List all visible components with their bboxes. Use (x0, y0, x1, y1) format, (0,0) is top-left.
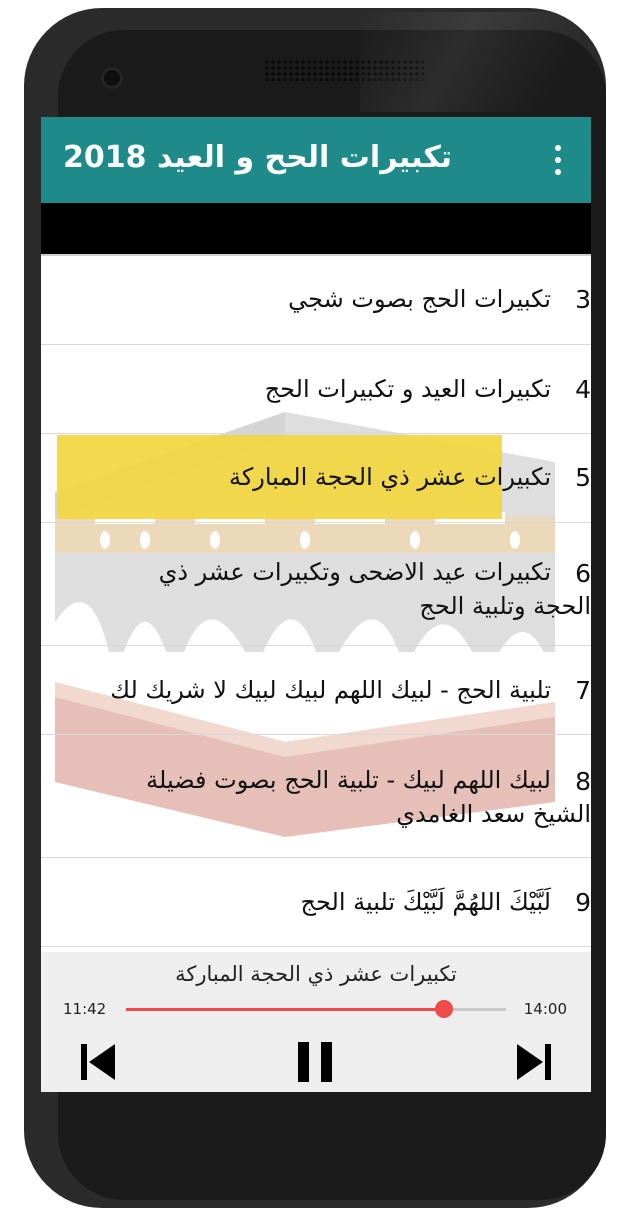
item-number: 7 (575, 676, 591, 705)
item-number: 9 (575, 888, 591, 917)
seek-bar-thumb[interactable] (435, 1000, 453, 1018)
item-title: تكبيرات عيد الاضحى وتكبيرات عشر ذي (158, 558, 551, 586)
item-number: 8 (575, 767, 591, 796)
item-number: 6 (575, 559, 591, 588)
elapsed-time: 11:42 (63, 1000, 107, 1018)
item-title: تكبيرات عشر ذي الحجة المباركة (228, 463, 551, 491)
list-item[interactable] (41, 858, 591, 947)
app-screen (41, 117, 591, 1092)
app-bar (41, 117, 591, 203)
list-item[interactable] (41, 345, 591, 434)
total-duration: 14:00 (523, 1000, 567, 1018)
item-title: تكبيرات الحج بصوت شجي (288, 285, 551, 313)
item-number: 4 (575, 375, 591, 404)
track-list (41, 256, 591, 956)
list-item[interactable] (41, 646, 591, 735)
app-title: تكبيرات الحح و العيد 2018 (63, 140, 453, 175)
skip-previous-icon[interactable] (77, 1040, 121, 1084)
list-item[interactable] (41, 256, 591, 345)
item-title: لبيك اللهم لبيك - تلبية الحج بصوت فضيلة (146, 766, 551, 794)
skip-next-icon[interactable] (513, 1040, 557, 1084)
ad-banner-area (41, 203, 591, 254)
list-item[interactable] (41, 434, 591, 523)
item-number: 5 (575, 463, 591, 492)
more-vert-icon[interactable] (548, 143, 568, 177)
pause-icon[interactable] (294, 1040, 338, 1084)
item-number: 3 (575, 285, 591, 314)
item-title: تكبيرات العيد و تكبيرات الحج (264, 375, 551, 403)
list-item[interactable] (41, 523, 591, 646)
glass-reflection (360, 12, 600, 112)
seek-bar[interactable] (126, 1008, 506, 1011)
item-title-line2: الشيخ سعد الغامدي (396, 800, 591, 828)
seek-bar-progress (126, 1008, 444, 1011)
audio-player (41, 952, 591, 1092)
item-title: لَبَّيْكَ اللهُمَّ لَبَّيْكَ تلبية الحج (300, 888, 551, 916)
front-camera (101, 67, 123, 89)
item-title-line2: الحجة وتلبية الحج (419, 592, 591, 620)
now-playing-title: تكبيرات عشر ذي الحجة المباركة (175, 962, 457, 986)
item-title: تلبية الحج - لبيك اللهم لبيك لبيك لا شريك لك (110, 676, 551, 704)
list-item[interactable] (41, 735, 591, 858)
